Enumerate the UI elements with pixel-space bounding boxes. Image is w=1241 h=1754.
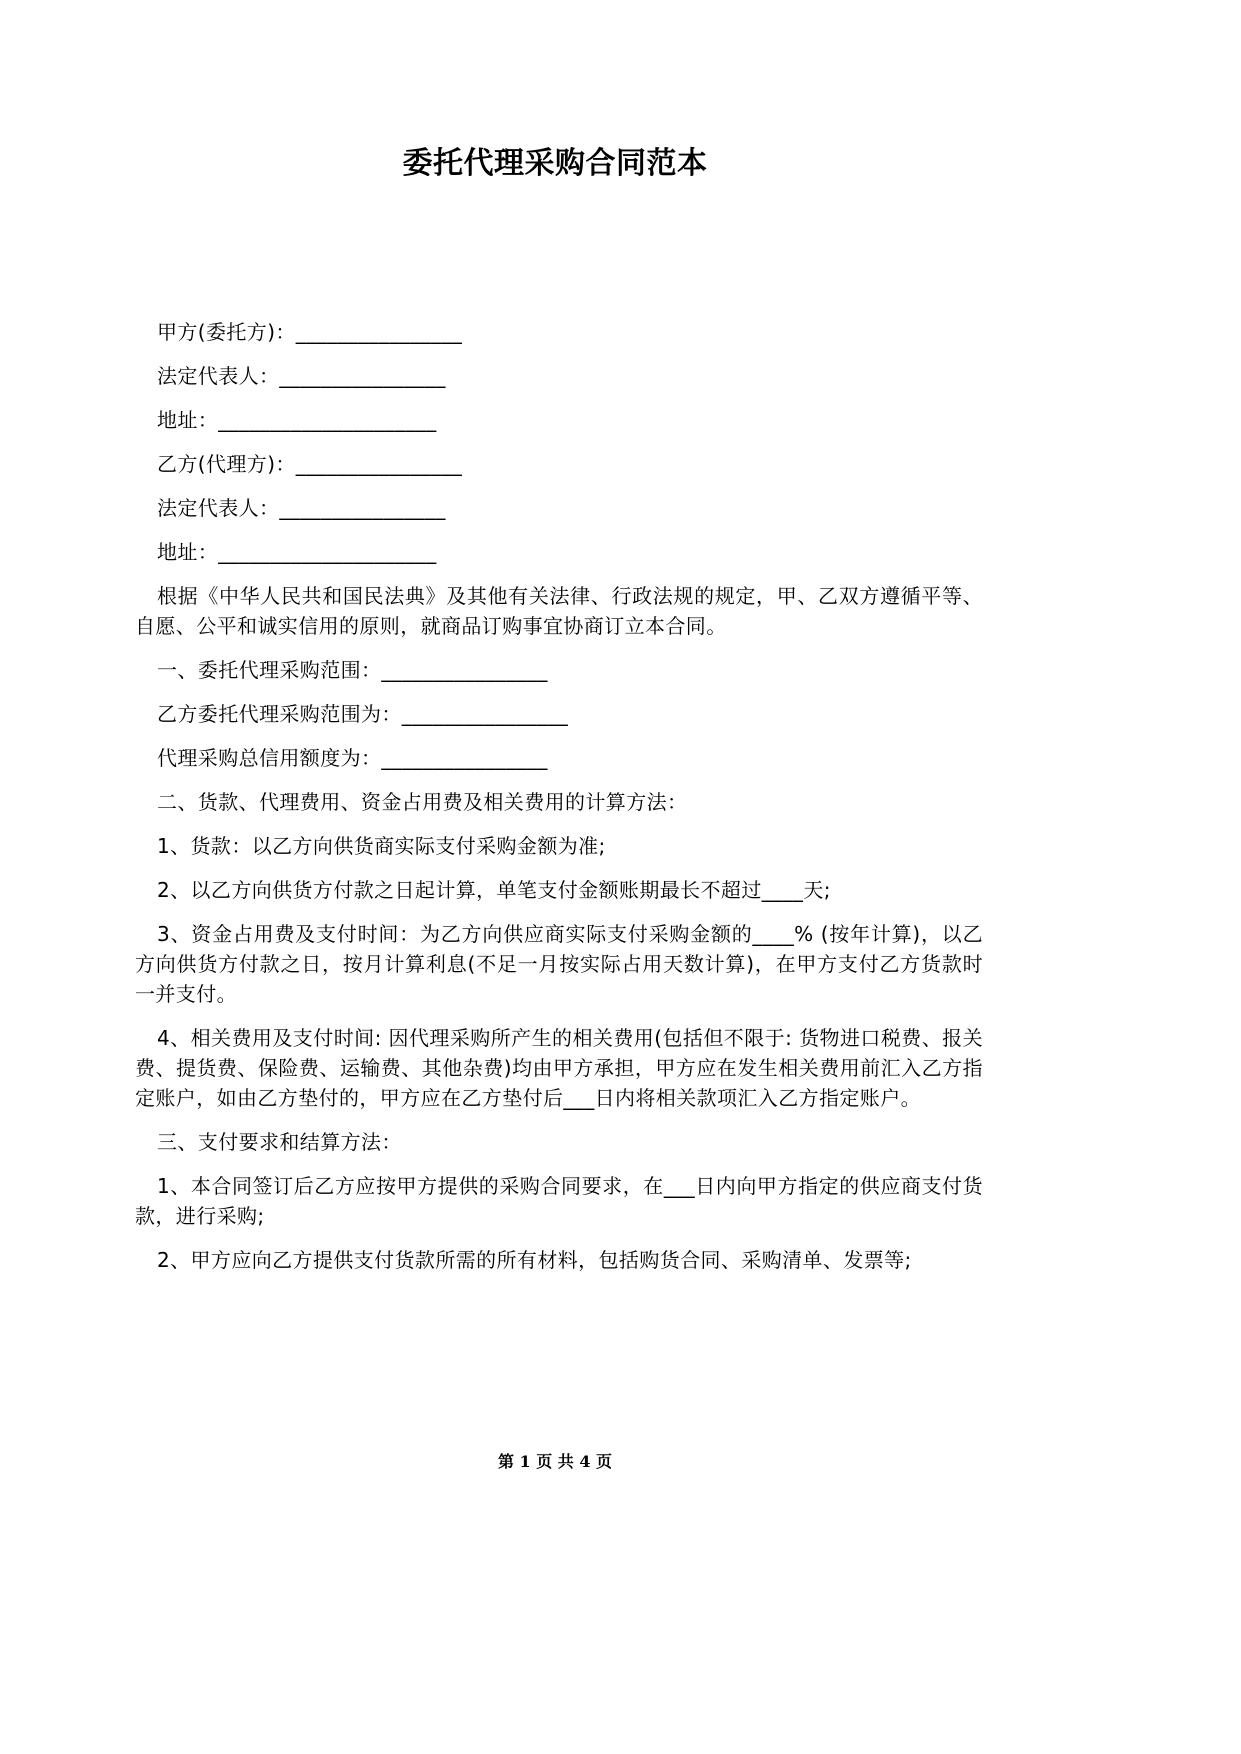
section-3-heading: 三、支付要求和结算方法： [157,1130,402,1154]
section-1-heading: 一、委托代理采购范围：________________ [157,658,548,682]
clause-2-2: 2、以乙方向供货方付款之日起计算，单笔支付金额账期最长不超过____天; [157,878,831,902]
preamble-paragraph: 根据《中华人民共和国民法典》及其他有关法律、行政法规的规定，甲、乙双方遵循平等、自愿、公平和诚实信用的原则，就商品订购事宜协商订立本合同。 [135,584,983,638]
document-body [135,317,983,1289]
credit-limit-line: 代理采购总信用额度为：________________ [157,746,548,770]
party-a-representative-line: 法定代表人：________________ [157,364,446,388]
procurement-scope-line: 乙方委托代理采购范围为：________________ [157,702,569,726]
party-a-address-line: 地址：_____________________ [157,408,437,432]
party-b-line: 乙方(代理方)：________________ [157,452,463,476]
clause-3-1: 1、本合同签订后乙方应按甲方提供的采购合同要求，在___日内向甲方指定的供应商支付货款，进行采购; [135,1174,983,1228]
party-a-line: 甲方(委托方)：________________ [157,320,463,344]
section-2-heading: 二、货款、代理费用、资金占用费及相关费用的计算方法： [157,790,688,814]
party-b-address-line: 地址：_____________________ [157,540,437,564]
clause-2-1: 1、货款：以乙方向供货商实际支付采购金额为准; [157,834,606,858]
clause-2-4: 4、相关费用及支付时间: 因代理采购所产生的相关费用(包括但不限于: 货物进口税费、报关费、提货费、保险费、运输费、其他杂费)均由甲方承担，甲方应在发生相关费用前汇入乙方指定账户，如由乙方垫付的，甲方应在乙方垫付后___日内将相关款项汇入乙方指定账户。 [135,1026,983,1110]
party-b-representative-line: 法定代表人：________________ [157,496,446,520]
clause-2-3: 3、资金占用费及支付时间：为乙方向供应商实际支付采购金额的____% (按年计算)，以乙方向供货方付款之日，按月计算利息(不足一月按实际占用天数计算)，在甲方支付乙方货款时一并支付。 [135,922,983,1006]
clause-3-2: 2、甲方应向乙方提供支付货款所需的所有材料，包括购货合同、采购清单、发票等; [157,1248,912,1272]
document-title: 委托代理采购合同范本 [402,146,708,181]
page-number: 第 1 页 共 4 页 [497,1452,613,1471]
